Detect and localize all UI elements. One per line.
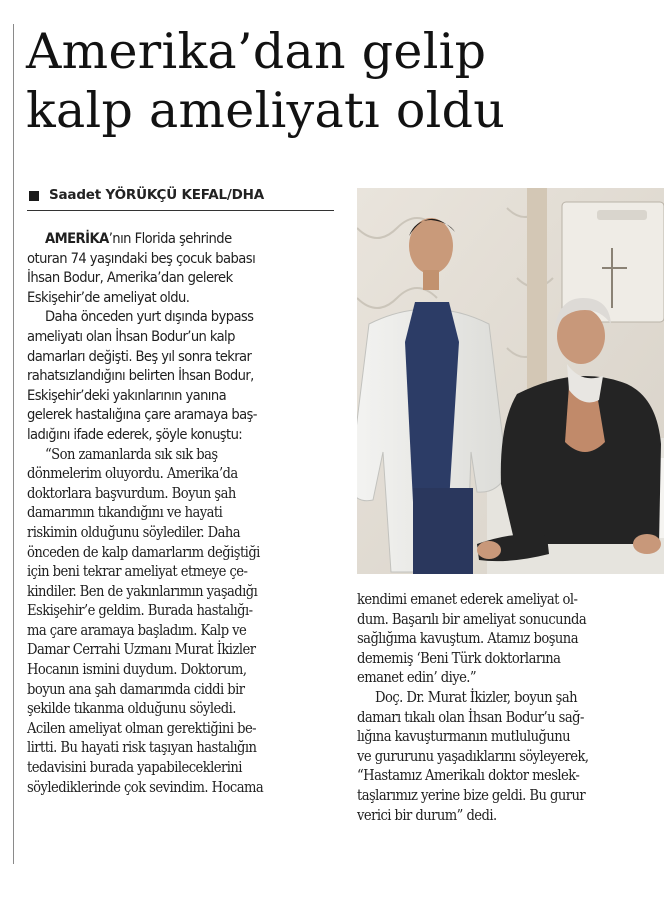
text-line: dum. Başarılı bir ameliyat sonucunda bbox=[357, 610, 587, 628]
paragraph-quote-end bbox=[357, 590, 664, 688]
text-line: gelerek hastalığına çare aramaya baş- bbox=[27, 406, 257, 424]
text-line: “Hastamız Amerikalı doktor meslek- bbox=[357, 767, 580, 785]
byline-text: Saadet YÖRÜKÇÜ KEFAL/DHA bbox=[49, 187, 264, 203]
text-line: doktorlara başvurdum. Boyun şah bbox=[27, 484, 236, 502]
text-line: rahatsızlandığını belirten İhsan Bodur, bbox=[27, 367, 254, 385]
text-line: riskimin olduğunu söylediler. Daha bbox=[27, 523, 241, 541]
text-line: dönmelerim oluyordu. Amerika’da bbox=[27, 465, 238, 483]
text-line: ve gururunu yaşadıklarını söyleyerek, bbox=[357, 747, 589, 765]
text-fragment: ’nın Florida şehrinde bbox=[108, 230, 232, 247]
text-line: için beni tekrar ameliyat etmeye çe- bbox=[27, 563, 248, 581]
byline bbox=[27, 187, 334, 211]
text-line: Eskişehir’e geldim. Burada hastalığı- bbox=[27, 602, 253, 620]
text-line: Damar Cerrahi Uzmanı Murat İkizler bbox=[27, 641, 256, 659]
text-line: oturan 74 yaşındaki beş çocuk babası bbox=[27, 249, 256, 267]
text-line: Acilen ameliyat olman gerektiğini be- bbox=[27, 719, 257, 737]
lead-word: AMERİKA bbox=[45, 230, 109, 247]
door-frame bbox=[527, 188, 547, 398]
text-line: emanet edin’ diye.” bbox=[357, 669, 477, 687]
text-line: boyun ana şah damarımda ciddi bir bbox=[27, 680, 245, 698]
article-column-right bbox=[357, 590, 664, 825]
text-line: lığına kavuşturmanın mutluluğunu bbox=[357, 728, 571, 746]
text-line: “Son zamanlarda sık sık baş bbox=[45, 445, 218, 463]
paragraph-doctor bbox=[357, 688, 664, 825]
text-line: ma çare aramaya başladım. Kalp ve bbox=[27, 621, 247, 639]
headline bbox=[26, 22, 664, 140]
byline-square-icon bbox=[29, 191, 39, 201]
paragraph-quote bbox=[27, 445, 337, 798]
text-line: ameliyatı olan İhsan Bodur’un kalp bbox=[27, 327, 235, 345]
text-line: şekilde tıkanma olduğunu söyledi. bbox=[27, 700, 236, 718]
text-line bbox=[27, 229, 337, 249]
text-line: Daha önceden yurt dışında bypass bbox=[45, 308, 254, 326]
text-line: lirtti. Bu hayati risk taşıyan hastalığın bbox=[27, 739, 257, 757]
text-line: önceden de kalp damarlarım değiştiği bbox=[27, 543, 260, 561]
text-line: tedavisini burada yapabileceklerini bbox=[27, 759, 242, 777]
headline-line: kalp ameliyatı oldu bbox=[26, 82, 506, 139]
text-line: İhsan Bodur, Amerika’dan gelerek bbox=[27, 269, 233, 287]
text-line: ladığını ifade ederek, şöyle konuştu: bbox=[27, 425, 243, 443]
article-column-left bbox=[27, 229, 337, 797]
paragraph-intro bbox=[27, 229, 337, 307]
text-line: damarları değişti. Beş yıl sonra tekrar bbox=[27, 347, 252, 365]
headline-line: Amerika’dan gelip bbox=[26, 23, 487, 80]
text-line: Hocanın ismini duydum. Doktorum, bbox=[27, 661, 247, 679]
text-line: söylediklerinde çok sevindim. Hocama bbox=[27, 778, 264, 796]
text-line: Eskişehir’deki yakınlarının yanına bbox=[27, 386, 227, 404]
text-line: taşlarımız yerine bize geldi. Bu gurur bbox=[357, 786, 586, 804]
text-line: dememiş ‘Beni Türk doktorlarına bbox=[357, 649, 561, 667]
column-rule bbox=[13, 24, 14, 864]
panel-lamp bbox=[597, 210, 647, 220]
text-line: Eskişehir’de ameliyat oldu. bbox=[27, 288, 190, 306]
paragraph-background bbox=[27, 307, 337, 444]
text-line: damarımın tıkandığını ve hayati bbox=[27, 504, 223, 522]
text-line: kindiler. Ben de yakınlarımın yaşadığı bbox=[27, 582, 258, 600]
text-line: Doç. Dr. Murat İkizler, boyun şah bbox=[375, 688, 578, 706]
text-line: kendimi emanet ederek ameliyat ol- bbox=[357, 591, 578, 608]
text-line: verici bir durum” dedi. bbox=[357, 806, 497, 824]
text-line: sağlığıma kavuştum. Atamız boşuna bbox=[357, 630, 578, 648]
article-photo bbox=[357, 188, 664, 574]
text-line: damarı tıkalı olan İhsan Bodur’u sağ- bbox=[357, 708, 584, 726]
